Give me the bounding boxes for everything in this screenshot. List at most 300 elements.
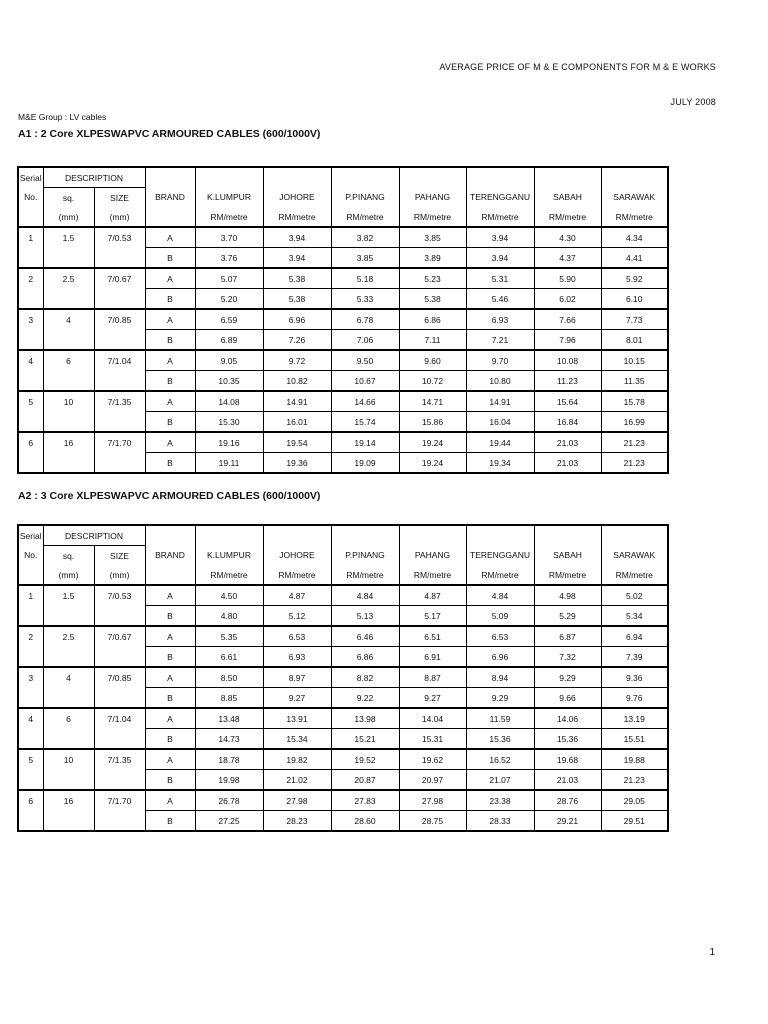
region-header: PAHANG: [399, 188, 466, 208]
table-row: [18, 729, 668, 750]
unit-header: RM/metre: [195, 565, 263, 585]
price-cell: 20.87: [331, 770, 399, 791]
price-cell: 16.52: [466, 749, 534, 770]
size-cell: 7/1.35: [94, 391, 145, 412]
price-cell: 4.80: [195, 606, 263, 627]
serial-cell: [18, 330, 43, 351]
price-cell: 10.72: [399, 371, 466, 392]
price-cell: 19.14: [331, 432, 399, 453]
price-cell: 15.34: [263, 729, 331, 750]
serial-cell: 3: [18, 667, 43, 688]
sq-cell: [43, 371, 94, 392]
brand-cell: A: [145, 227, 195, 248]
table-row: [18, 289, 668, 310]
price-cell: 21.03: [534, 432, 601, 453]
region-header-top: [263, 167, 331, 188]
brand-cell: A: [145, 585, 195, 606]
price-cell: 10.15: [601, 350, 668, 371]
brand-cell: A: [145, 708, 195, 729]
price-cell: 6.87: [534, 626, 601, 647]
price-cell: 4.84: [466, 585, 534, 606]
price-cell: 19.34: [466, 453, 534, 474]
size-cell: 7/0.67: [94, 268, 145, 289]
price-cell: 27.98: [399, 790, 466, 811]
page-number: 1: [709, 947, 715, 958]
price-cell: 13.91: [263, 708, 331, 729]
price-cell: 8.82: [331, 667, 399, 688]
region-header-top: [195, 525, 263, 546]
price-cell: 6.96: [466, 647, 534, 668]
size-cell: 7/0.53: [94, 585, 145, 606]
price-cell: 19.24: [399, 453, 466, 474]
price-cell: 9.36: [601, 667, 668, 688]
price-cell: 5.17: [399, 606, 466, 627]
price-cell: 5.92: [601, 268, 668, 289]
price-cell: 15.36: [466, 729, 534, 750]
price-cell: 10.08: [534, 350, 601, 371]
size-unit-header: (mm): [94, 207, 145, 227]
serial-cell: [18, 248, 43, 269]
price-cell: 6.78: [331, 309, 399, 330]
price-cell: 5.31: [466, 268, 534, 289]
brand-cell: A: [145, 667, 195, 688]
price-cell: 6.93: [466, 309, 534, 330]
serial-cell: 2: [18, 626, 43, 647]
price-cell: 7.26: [263, 330, 331, 351]
price-cell: 8.94: [466, 667, 534, 688]
price-cell: 6.61: [195, 647, 263, 668]
region-header: JOHORE: [263, 546, 331, 566]
price-cell: 19.11: [195, 453, 263, 474]
sq-cell: 16: [43, 432, 94, 453]
region-header-top: [331, 167, 399, 188]
price-cell: 19.44: [466, 432, 534, 453]
brand-cell: B: [145, 647, 195, 668]
price-cell: 5.12: [263, 606, 331, 627]
price-cell: 4.98: [534, 585, 601, 606]
price-cell: 21.03: [534, 770, 601, 791]
brand-cell: B: [145, 412, 195, 433]
table-row: [18, 606, 668, 627]
price-cell: 9.27: [263, 688, 331, 709]
region-header-top: [195, 167, 263, 188]
price-cell: 9.60: [399, 350, 466, 371]
section-title-a2: A2 : 3 Core XLPESWAPVC ARMOURED CABLES (600/1000V): [18, 490, 321, 502]
size-cell: [94, 248, 145, 269]
price-cell: 28.76: [534, 790, 601, 811]
price-cell: 7.66: [534, 309, 601, 330]
price-cell: 5.18: [331, 268, 399, 289]
brand-cell: A: [145, 432, 195, 453]
brand-header-top: [145, 167, 195, 188]
serial-cell: 4: [18, 708, 43, 729]
price-cell: 21.03: [534, 453, 601, 474]
table-row: [18, 647, 668, 668]
price-cell: 5.34: [601, 606, 668, 627]
sq-cell: [43, 811, 94, 832]
price-cell: 3.85: [399, 227, 466, 248]
price-cell: 5.38: [263, 289, 331, 310]
brand-header-bottom: [145, 565, 195, 585]
price-cell: 21.07: [466, 770, 534, 791]
price-cell: 15.86: [399, 412, 466, 433]
serial-cell: 5: [18, 391, 43, 412]
region-header: P.PINANG: [331, 188, 399, 208]
brand-cell: B: [145, 770, 195, 791]
price-cell: 7.73: [601, 309, 668, 330]
size-cell: 7/1.70: [94, 432, 145, 453]
size-cell: 7/1.04: [94, 350, 145, 371]
price-cell: 9.50: [331, 350, 399, 371]
price-cell: 21.23: [601, 453, 668, 474]
price-cell: 19.52: [331, 749, 399, 770]
region-header: TERENGGANU: [466, 188, 534, 208]
price-cell: 10.82: [263, 371, 331, 392]
price-cell: 5.13: [331, 606, 399, 627]
table-row: [18, 227, 668, 248]
table-row: [18, 432, 668, 453]
brand-header: BRAND: [145, 546, 195, 566]
sq-cell: 10: [43, 391, 94, 412]
price-cell: 27.25: [195, 811, 263, 832]
price-cell: 4.87: [263, 585, 331, 606]
sq-cell: 4: [43, 309, 94, 330]
price-cell: 21.02: [263, 770, 331, 791]
unit-header: RM/metre: [466, 207, 534, 227]
sq-cell: [43, 770, 94, 791]
price-cell: 19.09: [331, 453, 399, 474]
region-header: JOHORE: [263, 188, 331, 208]
unit-header: RM/metre: [601, 565, 668, 585]
size-cell: 7/1.35: [94, 749, 145, 770]
sq-cell: 10: [43, 749, 94, 770]
brand-cell: A: [145, 309, 195, 330]
region-header: TERENGGANU: [466, 546, 534, 566]
region-header: P.PINANG: [331, 546, 399, 566]
unit-header: RM/metre: [195, 207, 263, 227]
price-cell: 4.41: [601, 248, 668, 269]
price-cell: 5.38: [399, 289, 466, 310]
region-header: SABAH: [534, 546, 601, 566]
table-row: [18, 268, 668, 289]
size-cell: [94, 688, 145, 709]
price-cell: 19.88: [601, 749, 668, 770]
price-cell: 5.90: [534, 268, 601, 289]
price-cell: 14.66: [331, 391, 399, 412]
price-cell: 7.11: [399, 330, 466, 351]
price-cell: 6.91: [399, 647, 466, 668]
sq-cell: 6: [43, 350, 94, 371]
brand-cell: A: [145, 790, 195, 811]
price-cell: 5.09: [466, 606, 534, 627]
price-cell: 6.94: [601, 626, 668, 647]
document-date: JULY 2008: [670, 97, 716, 107]
price-cell: 9.66: [534, 688, 601, 709]
size-cell: [94, 289, 145, 310]
price-cell: 10.80: [466, 371, 534, 392]
serial-cell: 3: [18, 309, 43, 330]
document-title: AVERAGE PRICE OF M & E COMPONENTS FOR M & E WORKS: [439, 62, 716, 72]
price-cell: 11.35: [601, 371, 668, 392]
price-cell: 4.34: [601, 227, 668, 248]
sq-cell: [43, 729, 94, 750]
price-cell: 16.99: [601, 412, 668, 433]
serial-no-header: No.: [18, 188, 43, 208]
price-cell: 13.19: [601, 708, 668, 729]
price-cell: 8.85: [195, 688, 263, 709]
unit-header: RM/metre: [263, 207, 331, 227]
price-cell: 14.73: [195, 729, 263, 750]
serial-cell: [18, 688, 43, 709]
price-cell: 16.01: [263, 412, 331, 433]
sq-cell: 4: [43, 667, 94, 688]
sq-cell: [43, 647, 94, 668]
header-row: [18, 167, 668, 188]
brand-cell: A: [145, 391, 195, 412]
price-cell: 19.82: [263, 749, 331, 770]
price-cell: 5.46: [466, 289, 534, 310]
price-cell: 9.29: [534, 667, 601, 688]
size-cell: [94, 811, 145, 832]
sq-header: sq.: [43, 188, 94, 208]
price-cell: 4.37: [534, 248, 601, 269]
serial-cell: [18, 647, 43, 668]
sq-cell: [43, 606, 94, 627]
brand-cell: A: [145, 626, 195, 647]
price-cell: 27.98: [263, 790, 331, 811]
serial-cell: 4: [18, 350, 43, 371]
serial-cell: 6: [18, 790, 43, 811]
price-cell: 4.87: [399, 585, 466, 606]
brand-header-top: [145, 525, 195, 546]
price-cell: 14.06: [534, 708, 601, 729]
price-cell: 9.72: [263, 350, 331, 371]
price-cell: 15.78: [601, 391, 668, 412]
serial-cell: [18, 811, 43, 832]
table-row: [18, 585, 668, 606]
brand-cell: B: [145, 688, 195, 709]
size-cell: [94, 770, 145, 791]
price-cell: 8.50: [195, 667, 263, 688]
table-row: [18, 248, 668, 269]
price-cell: 5.02: [601, 585, 668, 606]
price-cell: 6.53: [263, 626, 331, 647]
sq-cell: 2.5: [43, 626, 94, 647]
sq-cell: [43, 453, 94, 474]
serial-cell: 1: [18, 227, 43, 248]
price-cell: 6.53: [466, 626, 534, 647]
price-cell: 28.33: [466, 811, 534, 832]
price-cell: 15.31: [399, 729, 466, 750]
price-cell: 3.94: [263, 248, 331, 269]
region-header-top: [601, 167, 668, 188]
price-cell: 19.16: [195, 432, 263, 453]
unit-header: RM/metre: [534, 565, 601, 585]
price-cell: 7.96: [534, 330, 601, 351]
price-cell: 28.60: [331, 811, 399, 832]
price-cell: 8.97: [263, 667, 331, 688]
price-cell: 28.23: [263, 811, 331, 832]
price-cell: 19.62: [399, 749, 466, 770]
size-cell: [94, 330, 145, 351]
section-title-a1: A1 : 2 Core XLPESWAPVC ARMOURED CABLES (600/1000V): [18, 128, 321, 140]
price-cell: 8.87: [399, 667, 466, 688]
price-cell: 5.23: [399, 268, 466, 289]
header-row: [18, 565, 668, 585]
brand-cell: B: [145, 330, 195, 351]
price-cell: 16.84: [534, 412, 601, 433]
price-cell: 6.10: [601, 289, 668, 310]
price-cell: 14.04: [399, 708, 466, 729]
region-header: PAHANG: [399, 546, 466, 566]
price-cell: 29.51: [601, 811, 668, 832]
price-cell: 15.21: [331, 729, 399, 750]
brand-cell: B: [145, 289, 195, 310]
price-cell: 5.38: [263, 268, 331, 289]
table-row: [18, 790, 668, 811]
serial-cell: 6: [18, 432, 43, 453]
price-cell: 7.21: [466, 330, 534, 351]
serial-header-bottom: [18, 207, 43, 227]
price-cell: 5.29: [534, 606, 601, 627]
unit-header: RM/metre: [399, 207, 466, 227]
price-cell: 6.89: [195, 330, 263, 351]
unit-header: RM/metre: [331, 565, 399, 585]
group-label: M&E Group : LV cables: [18, 112, 107, 122]
price-cell: 15.36: [534, 729, 601, 750]
region-header: K.LUMPUR: [195, 546, 263, 566]
price-cell: 3.94: [466, 248, 534, 269]
serial-cell: [18, 371, 43, 392]
price-cell: 13.48: [195, 708, 263, 729]
serial-cell: [18, 453, 43, 474]
table-row: [18, 391, 668, 412]
price-cell: 19.98: [195, 770, 263, 791]
serial-cell: 2: [18, 268, 43, 289]
unit-header: RM/metre: [466, 565, 534, 585]
price-cell: 15.74: [331, 412, 399, 433]
price-cell: 10.67: [331, 371, 399, 392]
size-cell: 7/0.85: [94, 667, 145, 688]
size-cell: 7/1.70: [94, 790, 145, 811]
price-cell: 6.02: [534, 289, 601, 310]
price-cell: 5.07: [195, 268, 263, 289]
price-cell: 21.23: [601, 770, 668, 791]
size-cell: [94, 453, 145, 474]
sq-cell: [43, 412, 94, 433]
price-cell: 15.64: [534, 391, 601, 412]
price-cell: 9.22: [331, 688, 399, 709]
serial-header: Serial: [18, 525, 43, 546]
price-cell: 6.46: [331, 626, 399, 647]
price-cell: 9.70: [466, 350, 534, 371]
price-cell: 5.33: [331, 289, 399, 310]
header-row: [18, 546, 668, 566]
sq-unit-header: (mm): [43, 207, 94, 227]
price-cell: 27.83: [331, 790, 399, 811]
table-row: [18, 453, 668, 474]
region-header-top: [601, 525, 668, 546]
table-row: [18, 350, 668, 371]
price-cell: 9.29: [466, 688, 534, 709]
price-cell: 3.94: [263, 227, 331, 248]
serial-cell: [18, 412, 43, 433]
price-cell: 9.27: [399, 688, 466, 709]
price-cell: 3.85: [331, 248, 399, 269]
region-header-top: [331, 525, 399, 546]
table-row: [18, 412, 668, 433]
price-cell: 7.32: [534, 647, 601, 668]
price-cell: 9.76: [601, 688, 668, 709]
price-cell: 29.05: [601, 790, 668, 811]
region-header-top: [263, 525, 331, 546]
table-row: [18, 330, 668, 351]
price-cell: 6.93: [263, 647, 331, 668]
serial-no-header: No.: [18, 546, 43, 566]
table-row: [18, 749, 668, 770]
unit-header: RM/metre: [263, 565, 331, 585]
serial-cell: [18, 606, 43, 627]
brand-cell: B: [145, 606, 195, 627]
price-cell: 7.06: [331, 330, 399, 351]
unit-header: RM/metre: [534, 207, 601, 227]
unit-header: RM/metre: [331, 207, 399, 227]
size-cell: 7/1.04: [94, 708, 145, 729]
price-cell: 28.75: [399, 811, 466, 832]
price-cell: 19.36: [263, 453, 331, 474]
sq-cell: 1.5: [43, 585, 94, 606]
price-cell: 14.08: [195, 391, 263, 412]
serial-header-bottom: [18, 565, 43, 585]
price-cell: 26.78: [195, 790, 263, 811]
brand-cell: B: [145, 371, 195, 392]
header-row: [18, 525, 668, 546]
price-cell: 29.21: [534, 811, 601, 832]
region-header: SARAWAK: [601, 188, 668, 208]
table-row: [18, 626, 668, 647]
price-cell: 23.38: [466, 790, 534, 811]
sq-unit-header: (mm): [43, 565, 94, 585]
region-header-top: [534, 525, 601, 546]
description-header: DESCRIPTION: [43, 167, 145, 188]
price-cell: 19.54: [263, 432, 331, 453]
brand-cell: B: [145, 811, 195, 832]
price-cell: 3.70: [195, 227, 263, 248]
table-row: [18, 811, 668, 832]
description-header: DESCRIPTION: [43, 525, 145, 546]
price-cell: 11.59: [466, 708, 534, 729]
size-cell: [94, 647, 145, 668]
price-cell: 3.89: [399, 248, 466, 269]
price-cell: 3.82: [331, 227, 399, 248]
price-cell: 8.01: [601, 330, 668, 351]
price-cell: 6.86: [399, 309, 466, 330]
size-unit-header: (mm): [94, 565, 145, 585]
brand-cell: A: [145, 268, 195, 289]
serial-cell: 1: [18, 585, 43, 606]
sq-cell: 2.5: [43, 268, 94, 289]
serial-cell: [18, 289, 43, 310]
price-cell: 15.30: [195, 412, 263, 433]
price-cell: 15.51: [601, 729, 668, 750]
price-cell: 6.96: [263, 309, 331, 330]
serial-cell: [18, 770, 43, 791]
price-table-a1: [17, 166, 669, 474]
price-cell: 19.24: [399, 432, 466, 453]
sq-cell: 16: [43, 790, 94, 811]
price-cell: 6.86: [331, 647, 399, 668]
region-header-top: [466, 167, 534, 188]
